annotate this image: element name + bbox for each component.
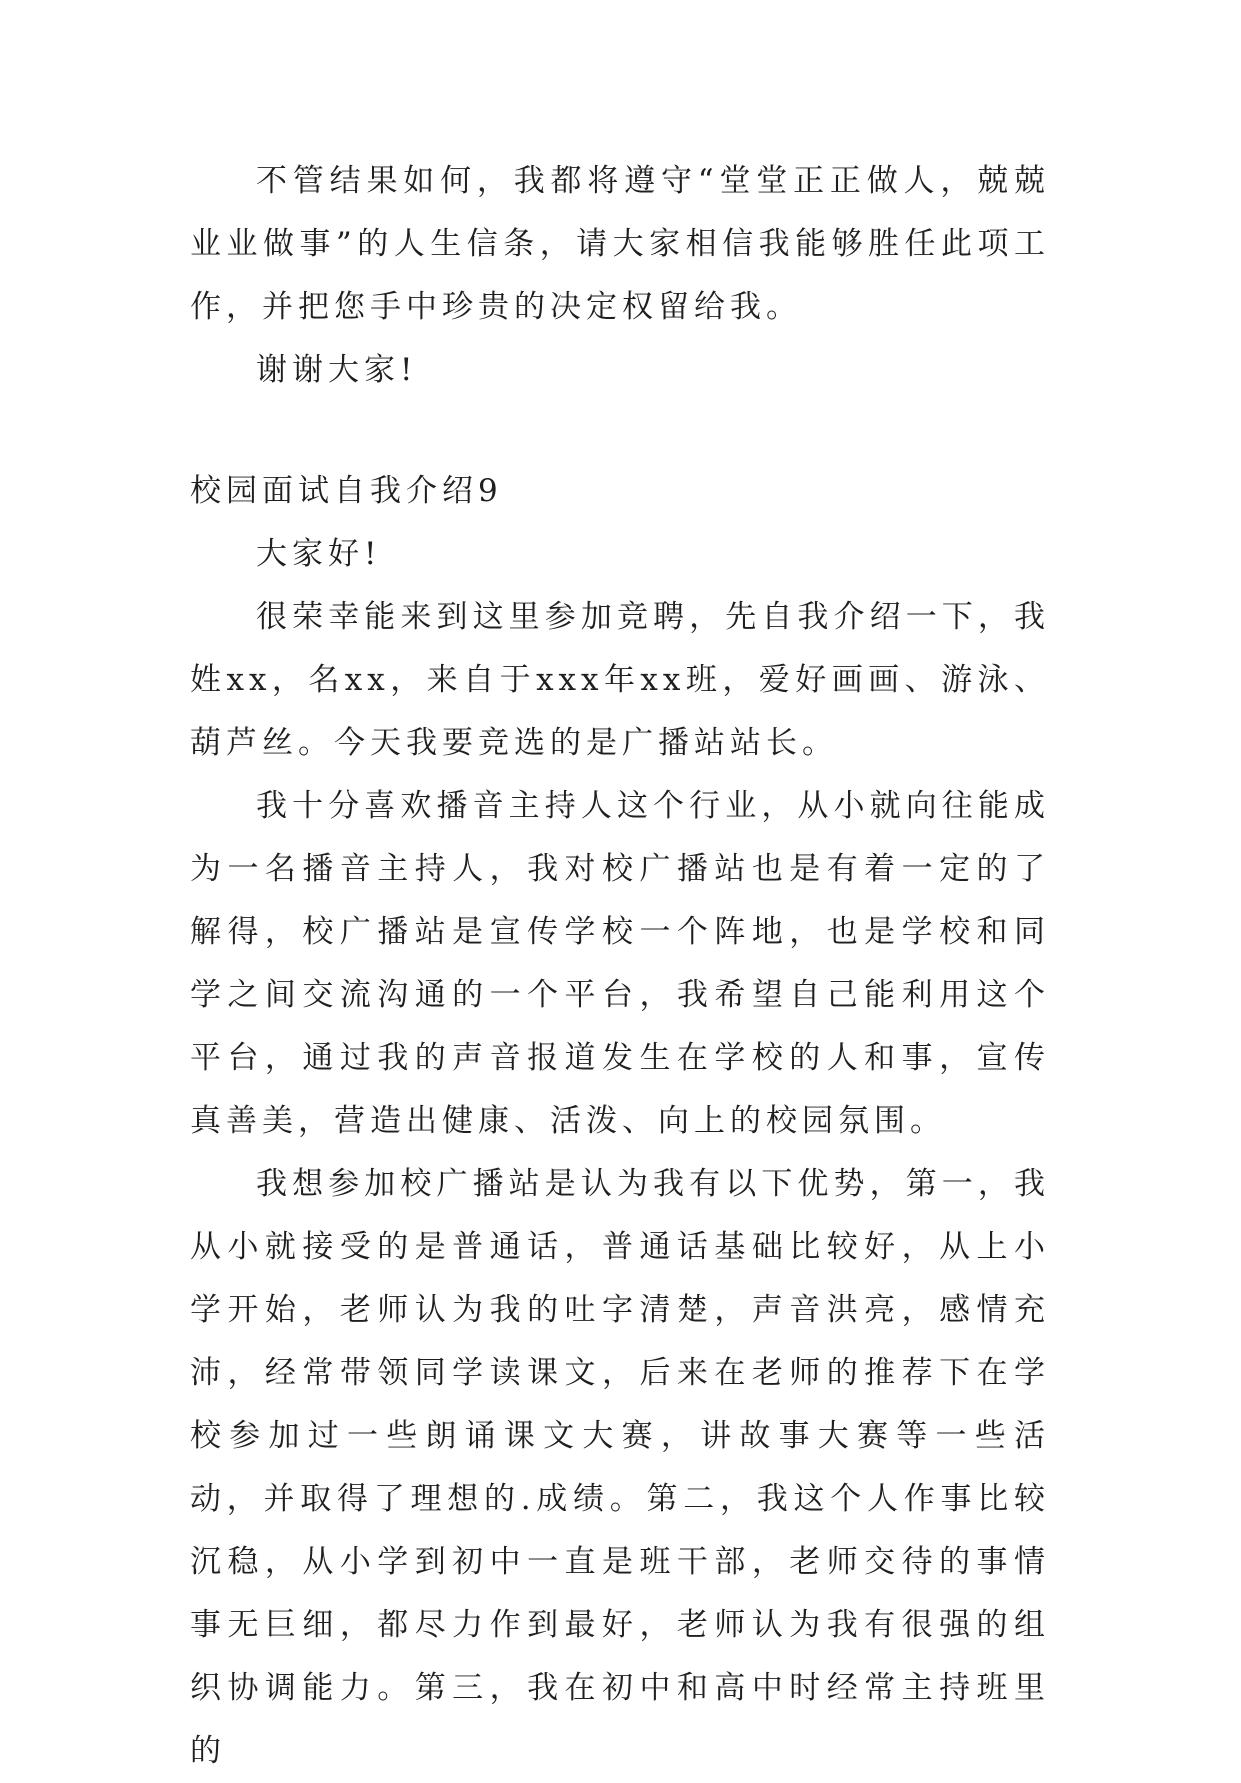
paragraph-closing-pledge: 不管结果如何，我都将遵守“堂堂正正做人，兢兢业业做事”的人生信条，请大家相信我能够胜任此项工作，并把您手中珍贵的决定权留给我。 <box>190 163 1050 325</box>
paragraph-greeting: 大家好! <box>256 536 382 572</box>
section-title: 校园面试自我介绍9 <box>190 473 503 509</box>
paragraph-thanks: 谢谢大家! <box>256 352 418 388</box>
document-body <box>190 150 1050 1783</box>
paragraph-advantages: 我想参加校广播站是认为我有以下优势，第一，我从小就接受的是普通话，普通话基础比较好，从上小学开始，老师认为我的吐字清楚，声音洪亮，感情充沛，经常带领同学读课文，后来在老师的推荐下在学校参加过一些朗诵课文大赛，讲故事大赛等一些活动，并取得了理想的.成绩。第二，我这个人作事比较沉稳，从小学到初中一直是班干部，老师交待的事情事无巨细，都尽力作到最好，老师认为我有很强的组织协调能力。第三，我在初中和高中时经常主持班里的 <box>190 1166 1050 1769</box>
paragraph-motivation: 我十分喜欢播音主持人这个行业，从小就向往能成为一名播音主持人，我对校广播站也是有着一定的了解得，校广播站是宣传学校一个阵地，也是学校和同学之间交流沟通的一个平台，我希望自己能利用这个平台，通过我的声音报道发生在学校的人和事，宣传真善美，营造出健康、活泼、向上的校园氛围。 <box>190 788 1050 1139</box>
paragraph-introduction: 很荣幸能来到这里参加竞聘，先自我介绍一下，我姓xx，名xx，来自于xxx年xx班，爱好画画、游泳、葫芦丝。今天我要竞选的是广播站站长。 <box>190 599 1050 761</box>
